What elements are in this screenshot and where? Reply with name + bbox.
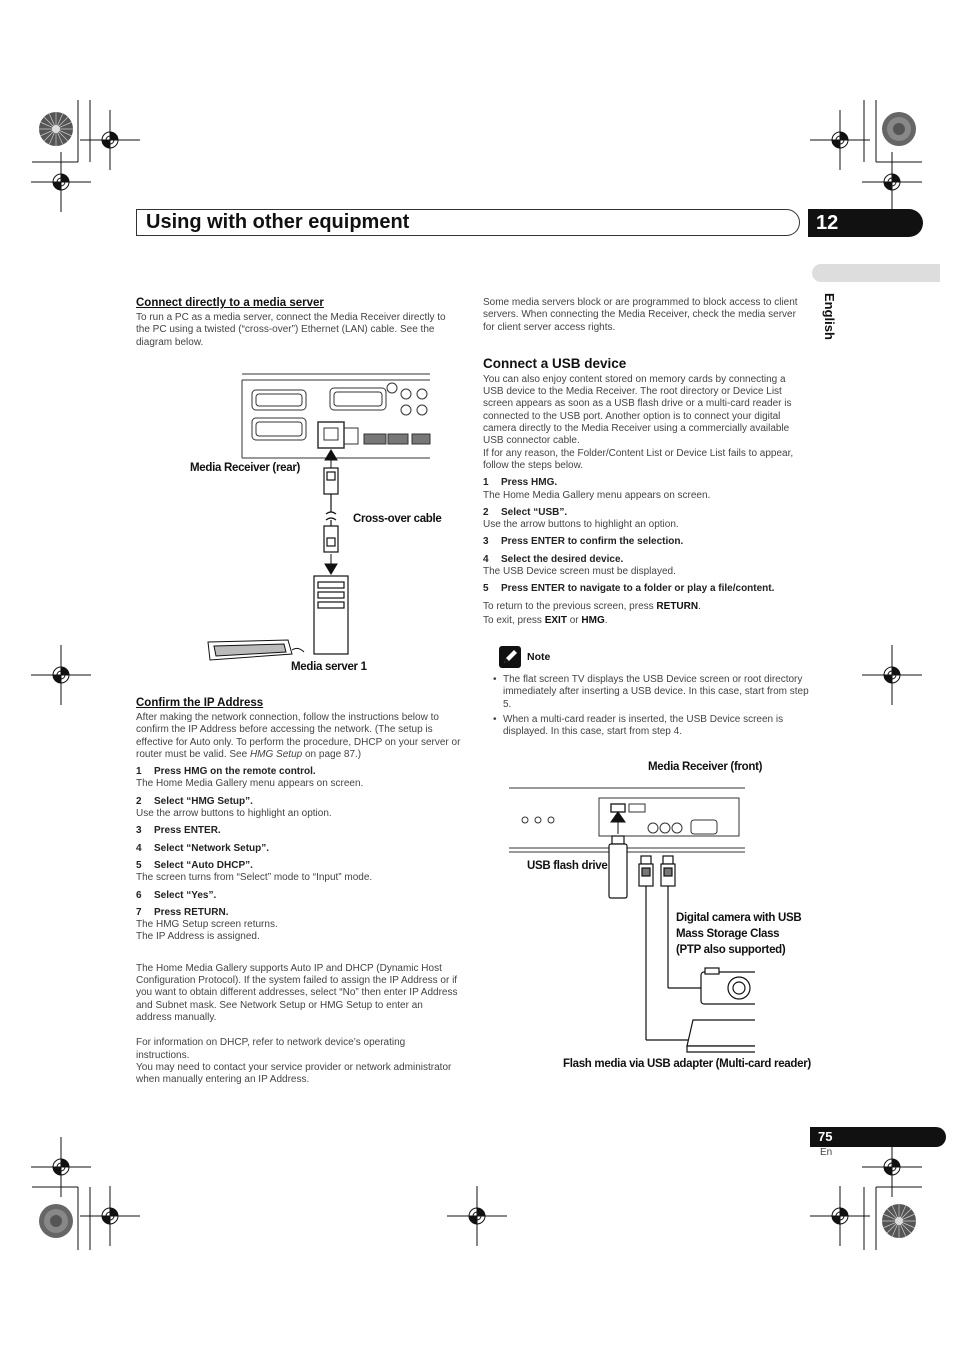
dhcp-paragraph: The Home Media Gallery supports Auto IP and DHCP (Dynamic Host Configuration Protocol). If the system failed to assign the IP Address or if you want to obtain different addresses, select “No” then enter IP Address and Subnet mask. See Network Setup or HMG Setup to enter an address manually. [136, 962, 458, 1023]
ip-step: 6 Select “Yes”. [136, 889, 217, 901]
usb-step-description: The Home Media Gallery menu appears on screen. [483, 489, 711, 501]
usb-step: 4 Select the desired device. [483, 553, 624, 565]
chapter-number: 12 [808, 209, 923, 237]
usb-step-description: Use the arrow buttons to highlight an option. [483, 519, 679, 531]
usb-steps-list [483, 477, 808, 600]
exit-instruction: To exit, press EXIT or HMG. [483, 614, 608, 626]
label-usb-flash-drive: USB flash drive [527, 860, 608, 872]
section-connect-media-server [136, 297, 461, 349]
crosshair-mark [862, 645, 922, 705]
digital-camera [701, 968, 755, 1004]
return-instruction: To return to the previous screen, press RETURN. [483, 600, 701, 612]
usb-body-1: You can also enjoy content stored on memory cards by connecting a USB device to the Media Receiver. The root directory or Device List screen appears as soon as a USB flash drive or a multi-card reader is connected to the USB port. Another option is to connect your digital camera directly to the Media Receiver using a commercially available USB connector cable. [483, 373, 792, 447]
receiver-rear-panel [242, 374, 430, 458]
note-title: Note [527, 651, 551, 663]
media-server-access-note: Some media servers block or are programmed to block access to client servers. When connecting the Media Receiver, check the media server for client server access rights. [483, 297, 798, 333]
language-tab [812, 264, 940, 282]
note-item: • When a multi-card reader is inserted, the USB Device screen is displayed. In this case, start from step 4. [485, 714, 809, 739]
starburst-mark [881, 111, 917, 147]
usb-step: 1 Press HMG. [483, 477, 558, 489]
ip-step: 3 Press ENTER. [136, 825, 221, 837]
usb-step: 5 Press ENTER to navigate to a folder or play a file/content. [483, 583, 775, 595]
multi-card-reader [687, 1020, 755, 1052]
ip-step: 2 Select “HMG Setup”. [136, 795, 253, 807]
crosshair-mark [810, 110, 870, 170]
crosshair-mark [862, 152, 922, 212]
starburst-mark [38, 1203, 74, 1239]
ip-step-description: The HMG Setup screen returns. [136, 919, 278, 931]
label-multi-card-reader: Flash media via USB adapter (Multi-card reader) [563, 1058, 811, 1070]
page-title: Using with other equipment [146, 211, 410, 233]
crosshair-mark [447, 1186, 507, 1246]
ip-step-description: The screen turns from “Select” mode to “Input” mode. [136, 872, 373, 884]
section-heading: Confirm the IP Address [136, 697, 264, 709]
ip-step: 1 Press HMG on the remote control. [136, 766, 316, 778]
crosshair-mark [31, 152, 91, 212]
dhcp-info-paragraph: For information on DHCP, refer to network device’s operating instructions. [136, 1037, 406, 1061]
label-cross-over-cable: Cross-over cable [353, 513, 442, 525]
ip-step: 5 Select “Auto DHCP”. [136, 859, 253, 871]
section-body: To run a PC as a media server, connect the Media Receiver directly to the PC using a twisted (“cross-over”) Ethernet (LAN) cable. See the diagram below. [136, 312, 446, 348]
label-digital-camera: Digital camera with USB Mass Storage Class (PTP also supported) [676, 912, 802, 956]
label-media-receiver-rear: Media Receiver (rear) [190, 462, 301, 474]
section-heading: Connect directly to a media server [136, 297, 324, 309]
right-column [483, 297, 808, 627]
language-label: English [822, 293, 837, 340]
contact-paragraph: You may need to contact your service provider or network administrator when manually entering an IP Address. [136, 1061, 452, 1086]
page-number: 75 [810, 1127, 946, 1147]
usb-body-2: If for any reason, the Folder/Content List or Device List fails to appear, follow the steps below. [483, 447, 794, 471]
note-pencil-icon [499, 646, 521, 668]
section-heading-usb: Connect a USB device [483, 355, 627, 371]
usb-step: 2 Select “USB”. [483, 506, 568, 518]
section-intro: After making the network connection, follow the instructions below to confirm the IP Address before accessing the network. (The setup is effective for Auto only. To perform the procedure, DHCP on your server or router must be valid. See HMG Setup on page 87.) [136, 712, 461, 760]
starburst-mark [881, 1203, 917, 1239]
usb-step: 3 Press ENTER to confirm the selection. [483, 536, 684, 548]
note-list [485, 674, 809, 738]
starburst-mark [38, 111, 74, 147]
crosshair-mark [31, 1137, 91, 1197]
crosshair-mark [810, 1186, 870, 1246]
usb-step-description: The USB Device screen must be displayed. [483, 566, 676, 578]
crosshair-mark [31, 645, 91, 705]
note-box [499, 646, 809, 741]
usb-flash-drive [609, 836, 627, 898]
ip-step-description: The Home Media Gallery menu appears on screen. [136, 778, 364, 790]
label-media-receiver-front: Media Receiver (front) [648, 761, 763, 773]
ip-step: 7 Press RETURN. [136, 906, 229, 918]
ip-steps-list [136, 766, 461, 949]
note-item: • The flat screen TV displays the USB Device screen or root directory immediately after inserting a USB device. In this case, start from step 5. [485, 674, 809, 711]
label-media-server: Media server 1 [291, 661, 367, 673]
ip-step-description: Use the arrow buttons to highlight an option. [136, 808, 332, 820]
page-language-code: En [820, 1147, 833, 1158]
receiver-front-panel [509, 788, 745, 852]
ip-step: 4 Select “Network Setup”. [136, 842, 270, 854]
section-confirm-ip [136, 697, 461, 1086]
ip-step-description: The IP Address is assigned. [136, 931, 260, 943]
